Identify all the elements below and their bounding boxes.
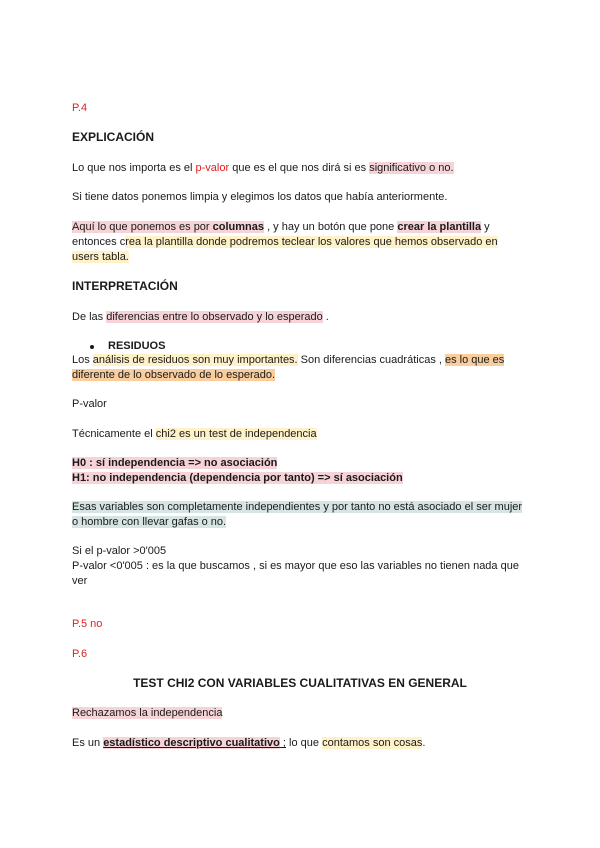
paragraph-line: Si tiene datos ponemos limpia y elegimos los datos que había anteriormente. bbox=[72, 191, 448, 203]
highlighted-text: H1: no independencia (dependencia por tanto) => sí asociación bbox=[72, 472, 403, 484]
text-span: ; bbox=[279, 737, 286, 749]
paragraph-line bbox=[72, 368, 275, 383]
text-span: Técnicamente el bbox=[72, 428, 156, 440]
highlighted-text: contamos son cosas bbox=[322, 737, 423, 749]
paragraph-line bbox=[72, 353, 504, 368]
text-span: De las bbox=[72, 311, 107, 323]
paragraph-line bbox=[72, 427, 317, 442]
paragraph-line bbox=[72, 220, 490, 235]
highlighted-text: diferente de lo observado de lo esperado. bbox=[72, 369, 276, 381]
heading-interpretacion: INTERPRETACIÓN bbox=[72, 279, 178, 293]
highlighted-text: análisis de residuos son muy importantes. bbox=[92, 354, 298, 366]
bullet-residuos: RESIDUOS bbox=[108, 340, 166, 352]
text-span: que es el que nos dirá si es bbox=[229, 162, 370, 174]
paragraph-line: P-valor bbox=[72, 398, 107, 410]
highlighted-text: Rechazamos la independencia bbox=[72, 707, 223, 719]
p-valor-term: p-valor bbox=[195, 162, 230, 174]
paragraph-line bbox=[72, 161, 454, 176]
section-label-p6: P.6 bbox=[72, 648, 88, 660]
highlighted-text: Aquí lo que ponemos es por bbox=[72, 221, 213, 233]
hypothesis-h1 bbox=[72, 471, 403, 486]
paragraph-line bbox=[72, 250, 129, 265]
bullet-icon bbox=[90, 345, 94, 349]
text-span: Es un bbox=[72, 737, 104, 749]
text-span: Los bbox=[72, 354, 93, 366]
highlighted-text: significativo o no. bbox=[369, 162, 454, 174]
bold-underlined-text: estadístico descriptivo cualitativo bbox=[103, 737, 280, 749]
paragraph-line bbox=[72, 310, 329, 325]
text-span: Son diferencias cuadráticas , bbox=[297, 354, 445, 366]
bold-highlighted-text: crear la plantilla bbox=[397, 221, 482, 233]
highlighted-text: Esas variables son completamente independientes y por tanto no está asociado el ser mujer bbox=[72, 501, 523, 513]
paragraph-line bbox=[72, 736, 425, 751]
paragraph-line bbox=[72, 235, 498, 250]
paragraph-line: ver bbox=[72, 575, 88, 587]
section-label-p4: P.4 bbox=[72, 102, 88, 114]
heading-explicacion: EXPLICACIÓN bbox=[72, 130, 155, 144]
text-span: y bbox=[481, 221, 490, 233]
highlighted-text: chi2 es un test de independencia bbox=[155, 428, 317, 440]
text-span: entonces c bbox=[72, 236, 126, 248]
text-span: , y hay un botón que pone bbox=[264, 221, 398, 233]
text-span: Lo que nos importa es el bbox=[72, 162, 196, 174]
paragraph-line: Si el p-valor >0'005 bbox=[72, 545, 167, 557]
highlighted-text: users tabla. bbox=[72, 251, 129, 263]
paragraph-line bbox=[72, 500, 522, 515]
section-title: TEST CHI2 CON VARIABLES CUALITATIVAS EN GENERAL bbox=[133, 676, 467, 690]
section-label-p5: P.5 no bbox=[72, 618, 103, 630]
text-span: lo que bbox=[285, 737, 323, 749]
highlighted-text: o hombre con llevar gafas o no. bbox=[72, 516, 227, 528]
highlighted-text: es lo que es bbox=[444, 354, 505, 366]
paragraph-line bbox=[72, 515, 226, 530]
text-span: . bbox=[322, 311, 329, 323]
paragraph-line bbox=[72, 706, 222, 721]
highlighted-text: rea la plantilla donde podremos teclear los valores que hemos observado en bbox=[125, 236, 498, 248]
highlighted-text: H0 : sí independencia => no asociación bbox=[72, 457, 278, 469]
text-span: . bbox=[422, 737, 426, 749]
bold-highlighted-text: columnas bbox=[212, 221, 265, 233]
highlighted-text: diferencias entre lo observado y lo esperado bbox=[106, 311, 323, 323]
paragraph-line: P-valor <0'005 : es la que buscamos , si es mayor que eso las variables no tienen nada que bbox=[72, 560, 519, 572]
hypothesis-h0 bbox=[72, 456, 277, 471]
